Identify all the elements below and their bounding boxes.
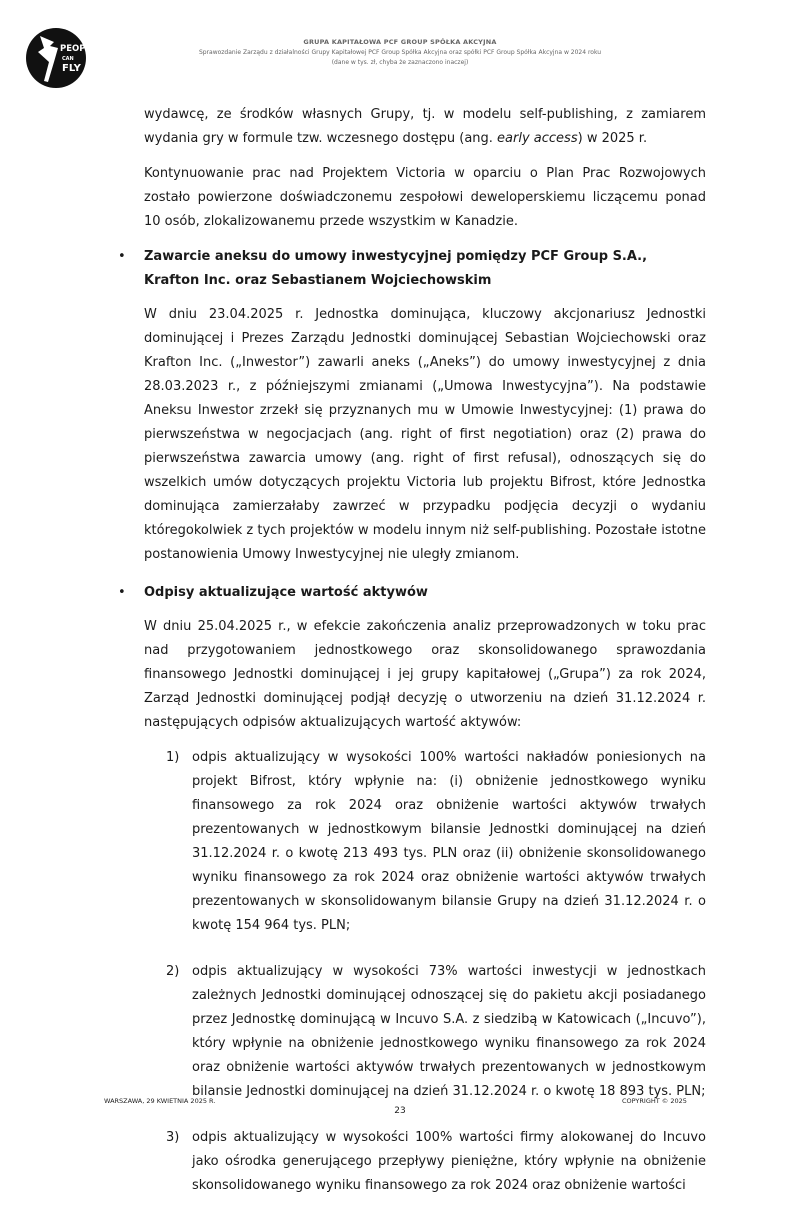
list-item-text: odpis aktualizujący w wysokości 73% wartości inwestycji w jednostkach zależnych Jednostki dominującej odnoszącej się do pakietu akcji posiadanego przez Jednostkę dominującą w Incuvo S.A. z siedzibą w Katowicach („Incuvo”), który wpłynie na obniżenie jednostkowego wyniku finansowego za rok 2024 oraz obniżenie wartości aktywów trwałych prezentowanych w jednostkowym bilansie Jednostki dominującej na dzień 31.12.2024 r. o kwotę 18 893 tys. PLN;: [192, 964, 706, 1099]
svg-text:PEOPLE: PEOPLE: [60, 44, 97, 54]
list-item: [144, 1126, 706, 1198]
header-note: (dane w tys. zł, chyba że zaznaczono inaczej): [331, 59, 469, 66]
paragraph-impairment: W dniu 25.04.2025 r., w efekcie zakończenia analiz przeprowadzonych w toku prac nad przygotowaniem jednostkowego oraz skonsolidowanego sprawozdania finansowego Jednostki dominującej i jej grupy kapitałowej („Grupa”) za rok 2024, Zarząd Jednostki dominującej podjął decyzję o utworzeniu na dzień 31.12.2024 r. następujących odpisów aktualizujących wartość aktywów:: [144, 619, 706, 730]
list-item-text: odpis aktualizujący w wysokości 100% wartości nakładów poniesionych na projekt Bifrost, który wpłynie na: (i) obniżenie jednostkowego wyniku finansowego za rok 2024 oraz obniżenie wartości aktywów trwałych prezentowanych w jednostkowym bilansie Jednostki dominującej na dzień 31.12.2024 r. o kwotę 213 493 tys. PLN oraz (ii) obniżenie skonsolidowanego wyniku finansowego za rok 2024 oraz obniżenie wartości aktywów trwałych prezentowanych w skonsolidowanym bilansie Grupy na dzień 31.12.2024 r. o kwotę 154 964 tys. PLN;: [192, 750, 706, 933]
paragraph-annex: W dniu 23.04.2025 r. Jednostka dominująca, kluczowy akcjonariusz Jednostki dominującej i Prezes Zarządu Jednostki dominującej Sebastian Wojciechowski oraz Krafton Inc. („Inwestor”) zawarli aneks („Aneks”) do umowy inwestycyjnej z dnia 28.03.2023 r., z późniejszymi zmianami („Umowa Inwestycyjna”). Na podstawie Aneksu Inwestor zrzekł się przyznanych mu w Umowie Inwestycyjnej: (1) prawa do pierwszeństwa w negocjacjach (ang. right of first negotiation) oraz (2) prawa do pierwszeństwa zawarcia umowy (ang. right of first refusal), odnoszących się do wszelkich umów dotyczących projektu Victoria lub projektu Bifrost, które Jednostka dominująca zamierzałaby zawrzeć w przypadku podjęcia decyzji o wydaniu któregokolwiek z tych projektów w modelu innym niż self-publishing. Pozostałe istotne postanowienia Umowy Inwestycyjnej nie uległy zmianom.: [144, 307, 706, 562]
bullet-icon: •: [118, 249, 126, 264]
header-report-title: Sprawozdanie Zarządu z działalności Grupy Kapitałowej PCF Group Spółka Akcyjna oraz spółki PCF Group Spółka Akcyjna w 2024 roku: [198, 49, 602, 56]
paragraph-victoria-team: Kontynuowanie prac nad Projektem Victoria w oparciu o Plan Prac Rozwojowych zostało powierzone doświadczonemu zespołowi deweloperskiemu liczącemu ponad 10 osób, zlokalizowanemu przede wszystkim w Kanadzie.: [144, 166, 706, 229]
bullet-heading-impairment: • Odpisy aktualizujące wartość aktywów: [144, 581, 706, 605]
header-company: GRUPA KAPITAŁOWA PCF GROUP SPÓŁKA AKCYJNA: [303, 38, 497, 46]
document-body: [118, 103, 706, 1220]
list-item-number: 3): [166, 1130, 180, 1145]
svg-text:FLY: FLY: [62, 63, 81, 74]
page-number: 23: [394, 1106, 406, 1116]
list-item-number: 2): [166, 964, 180, 979]
list-item: [144, 746, 706, 938]
footer-place-date: WARSZAWA, 29 KWIETNIA 2025 R.: [104, 1097, 216, 1105]
svg-text:CAN: CAN: [62, 56, 74, 62]
paragraph-self-publishing: wydawcę, ze środków własnych Grupy, tj. w modelu self-publishing, z zamiarem wydania gry w formule tzw. wczesnego dostępu (ang. early access) w 2025 r.: [144, 107, 706, 146]
bullet-heading-annex: • Zawarcie aneksu do umowy inwestycyjnej pomiędzy PCF Group S.A., Krafton Inc. oraz Sebastianem Wojciechowskim: [144, 245, 706, 293]
footer-copyright: COPYRIGHT © 2025: [622, 1097, 687, 1105]
early-access-term: early access: [497, 131, 578, 146]
people-can-fly-logo: [24, 26, 97, 90]
list-item: [144, 960, 706, 1104]
bullet-icon: •: [118, 585, 126, 600]
list-item-number: 1): [166, 750, 180, 765]
list-item-text: odpis aktualizujący w wysokości 100% wartości firmy alokowanej do Incuvo jako ośrodka generującego przepływy pieniężne, który wpłynie na obniżenie skonsolidowanego wyniku finansowego za rok 2024 oraz obniżenie wartości: [192, 1130, 706, 1193]
